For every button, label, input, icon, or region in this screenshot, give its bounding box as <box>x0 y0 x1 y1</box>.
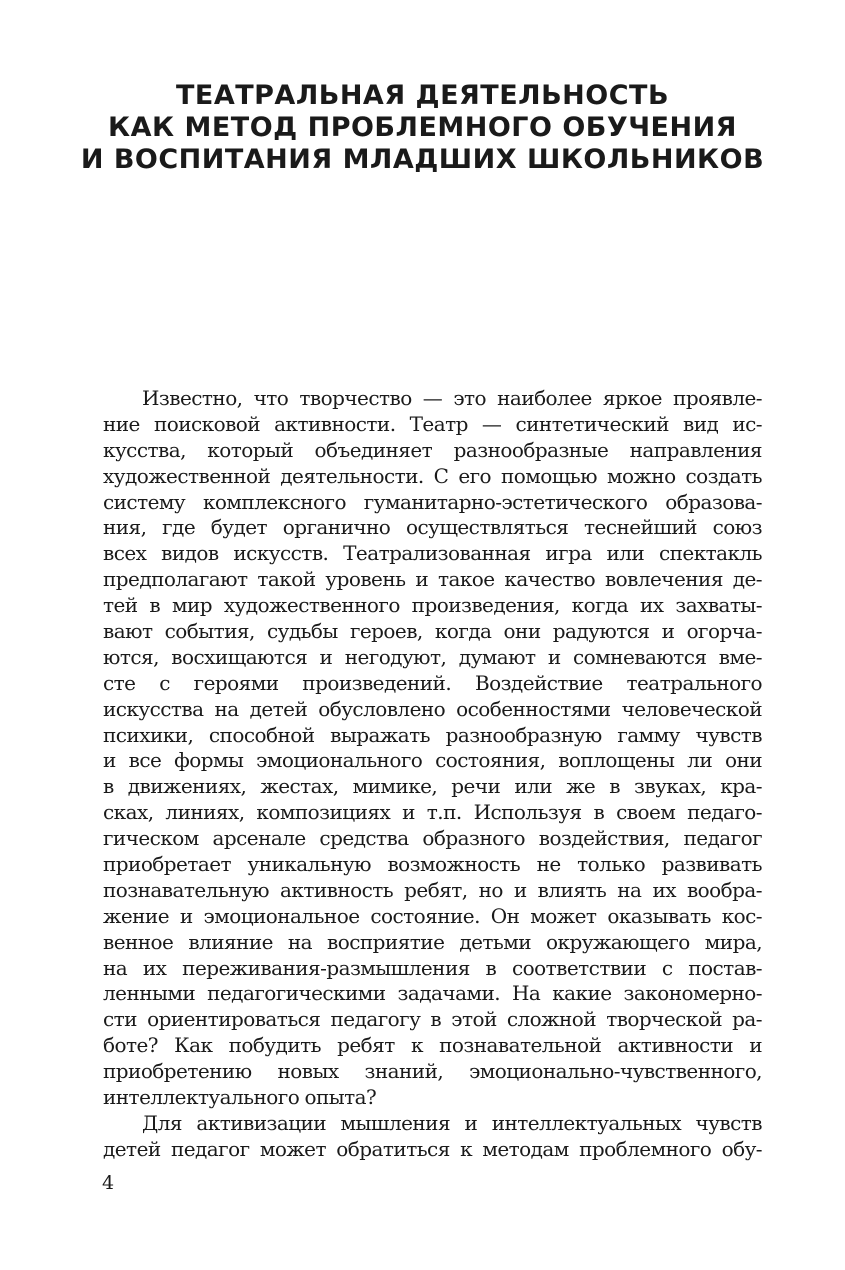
text-line: тей в мир художественного произведения, когда их захваты- <box>103 593 762 618</box>
text-line: боте? Как побудить ребят к познавательной активности и <box>103 1033 762 1058</box>
chapter-title-line: КАК МЕТОД ПРОБЛЕМНОГО ОБУЧЕНИЯ <box>108 112 737 143</box>
text-line: художественной деятельности. С его помощью можно создать <box>103 463 762 488</box>
text-line: венное влияние на восприятие детьми окружающего мира, <box>103 929 762 954</box>
text-line: психики, способной выражать разнообразную гамму чувств <box>103 722 762 747</box>
chapter-title-line: ТЕАТРАЛЬНАЯ ДЕЯТЕЛЬНОСТЬ <box>175 80 670 111</box>
text-line: предполагают такой уровень и такое качество вовлечения де- <box>103 567 762 592</box>
text-line: в движениях, жестах, мимике, речи или же в звуках, кра- <box>103 774 762 799</box>
text-line: Известно, что творчество — это наиболее яркое проявле- <box>142 386 762 410</box>
text-line: ются, восхищаются и негодуют, думают и сомневаются вме- <box>103 644 762 669</box>
text-line: искусства на детей обусловлено особенностями человеческой <box>103 696 762 721</box>
text-line: систему комплексного гуманитарно-эстетического образова- <box>103 489 762 514</box>
text-line: гическом арсенале средства образного воздействия, педагог <box>103 826 762 851</box>
text-line: и все формы эмоционального состояния, воплощены ли они <box>103 748 762 773</box>
text-line: приобретает уникальную возможность не только развивать <box>103 852 762 877</box>
chapter-title <box>60 80 785 176</box>
text-line: Для активизации мышления и интеллектуальных чувств <box>142 1110 762 1135</box>
text-line: сти ориентироваться педагогу в этой сложной творческой ра- <box>103 1007 762 1032</box>
text-line: ния, где будет органично осуществляться теснейший союз <box>103 515 762 540</box>
text-line: на их переживания-размышления в соответствии с постав- <box>103 955 762 980</box>
body-text <box>103 386 762 1163</box>
text-line: всех видов искусств. Театрализованная игра или спектакль <box>103 541 762 566</box>
text-line: ленными педагогическими задачами. На какие закономерно- <box>103 981 762 1006</box>
text-line: сках, линиях, композициях и т.п. Используя в своем педаго- <box>103 800 762 825</box>
text-line: интеллектуального опыта? <box>103 1085 377 1110</box>
chapter-title-line: И ВОСПИТАНИЯ МЛАДШИХ ШКОЛЬНИКОВ <box>80 144 765 175</box>
text-line: познавательную активность ребят, но и влиять на их вообра- <box>103 877 762 902</box>
text-line: детей педагог может обратиться к методам проблемного обу- <box>103 1136 762 1161</box>
text-line: вают события, судьбы героев, когда они радуются и огорча- <box>103 619 762 644</box>
text-line: ние поисковой активности. Театр — синтетический вид ис- <box>103 411 762 436</box>
text-line: жение и эмоциональное состояние. Он может оказывать кос- <box>103 903 762 928</box>
text-line: сте с героями произведений. Воздействие театрального <box>103 670 762 695</box>
page-number: 4 <box>102 1172 115 1194</box>
text-line: приобретению новых знаний, эмоционально-чувственного, <box>103 1059 762 1084</box>
text-line: кусства, который объединяет разнообразные направления <box>103 437 762 462</box>
